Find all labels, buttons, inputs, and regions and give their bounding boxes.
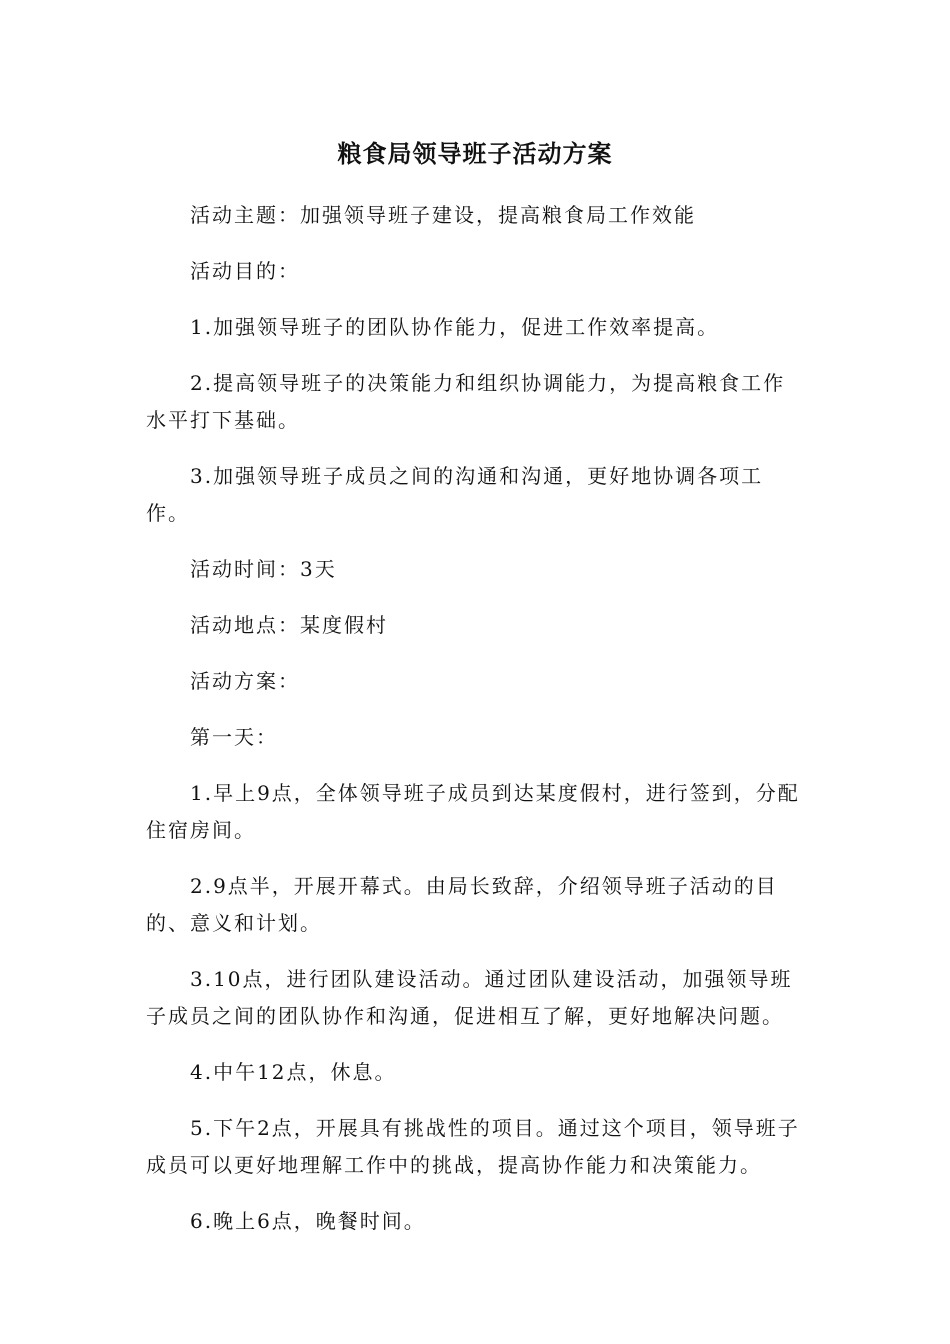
paragraph-theme: 活动主题：加强领导班子建设，提高粮食局工作效能 <box>190 203 696 227</box>
paragraph-purpose-1: 1.加强领导班子的团队协作能力，促进工作效率提高。 <box>190 315 720 339</box>
paragraph-day-one: 第一天： <box>190 725 278 749</box>
document-body <box>146 197 806 1259</box>
paragraph-day1-item-6: 6.晚上6点，晚餐时间。 <box>190 1209 426 1233</box>
document-title: 粮食局领导班子活动方案 <box>337 140 613 168</box>
paragraph-purpose-2: 2.提高领导班子的决策能力和组织协调能力，为提高粮食工作水平打下基础。 <box>146 371 786 432</box>
paragraph-day1-item-1: 1.早上9点，全体领导班子成员到达某度假村，进行签到，分配住宿房间。 <box>146 781 800 842</box>
paragraph-location: 活动地点：某度假村 <box>190 613 388 637</box>
paragraph-day1-item-5: 5.下午2点，开展具有挑战性的项目。通过这个项目，领导班子成员可以更好地理解工作中的挑战，提高协作能力和决策能力。 <box>146 1116 800 1177</box>
paragraph-day1-item-2: 2.9点半，开展开幕式。由局长致辞，介绍领导班子活动的目的、意义和计划。 <box>146 874 778 935</box>
paragraph-day1-item-3: 3.10点，进行团队建设活动。通过团队建设活动，加强领导班子成员之间的团队协作和沟通，促进相互了解，更好地解决问题。 <box>146 967 793 1028</box>
paragraph-purpose-heading: 活动目的： <box>190 259 300 283</box>
paragraph-plan-heading: 活动方案： <box>190 669 300 693</box>
paragraph-purpose-3: 3.加强领导班子成员之间的沟通和沟通，更好地协调各项工作。 <box>146 464 764 525</box>
paragraph-day1-item-4: 4.中午12点，休息。 <box>190 1060 397 1084</box>
paragraph-time: 活动时间：3天 <box>190 557 337 581</box>
